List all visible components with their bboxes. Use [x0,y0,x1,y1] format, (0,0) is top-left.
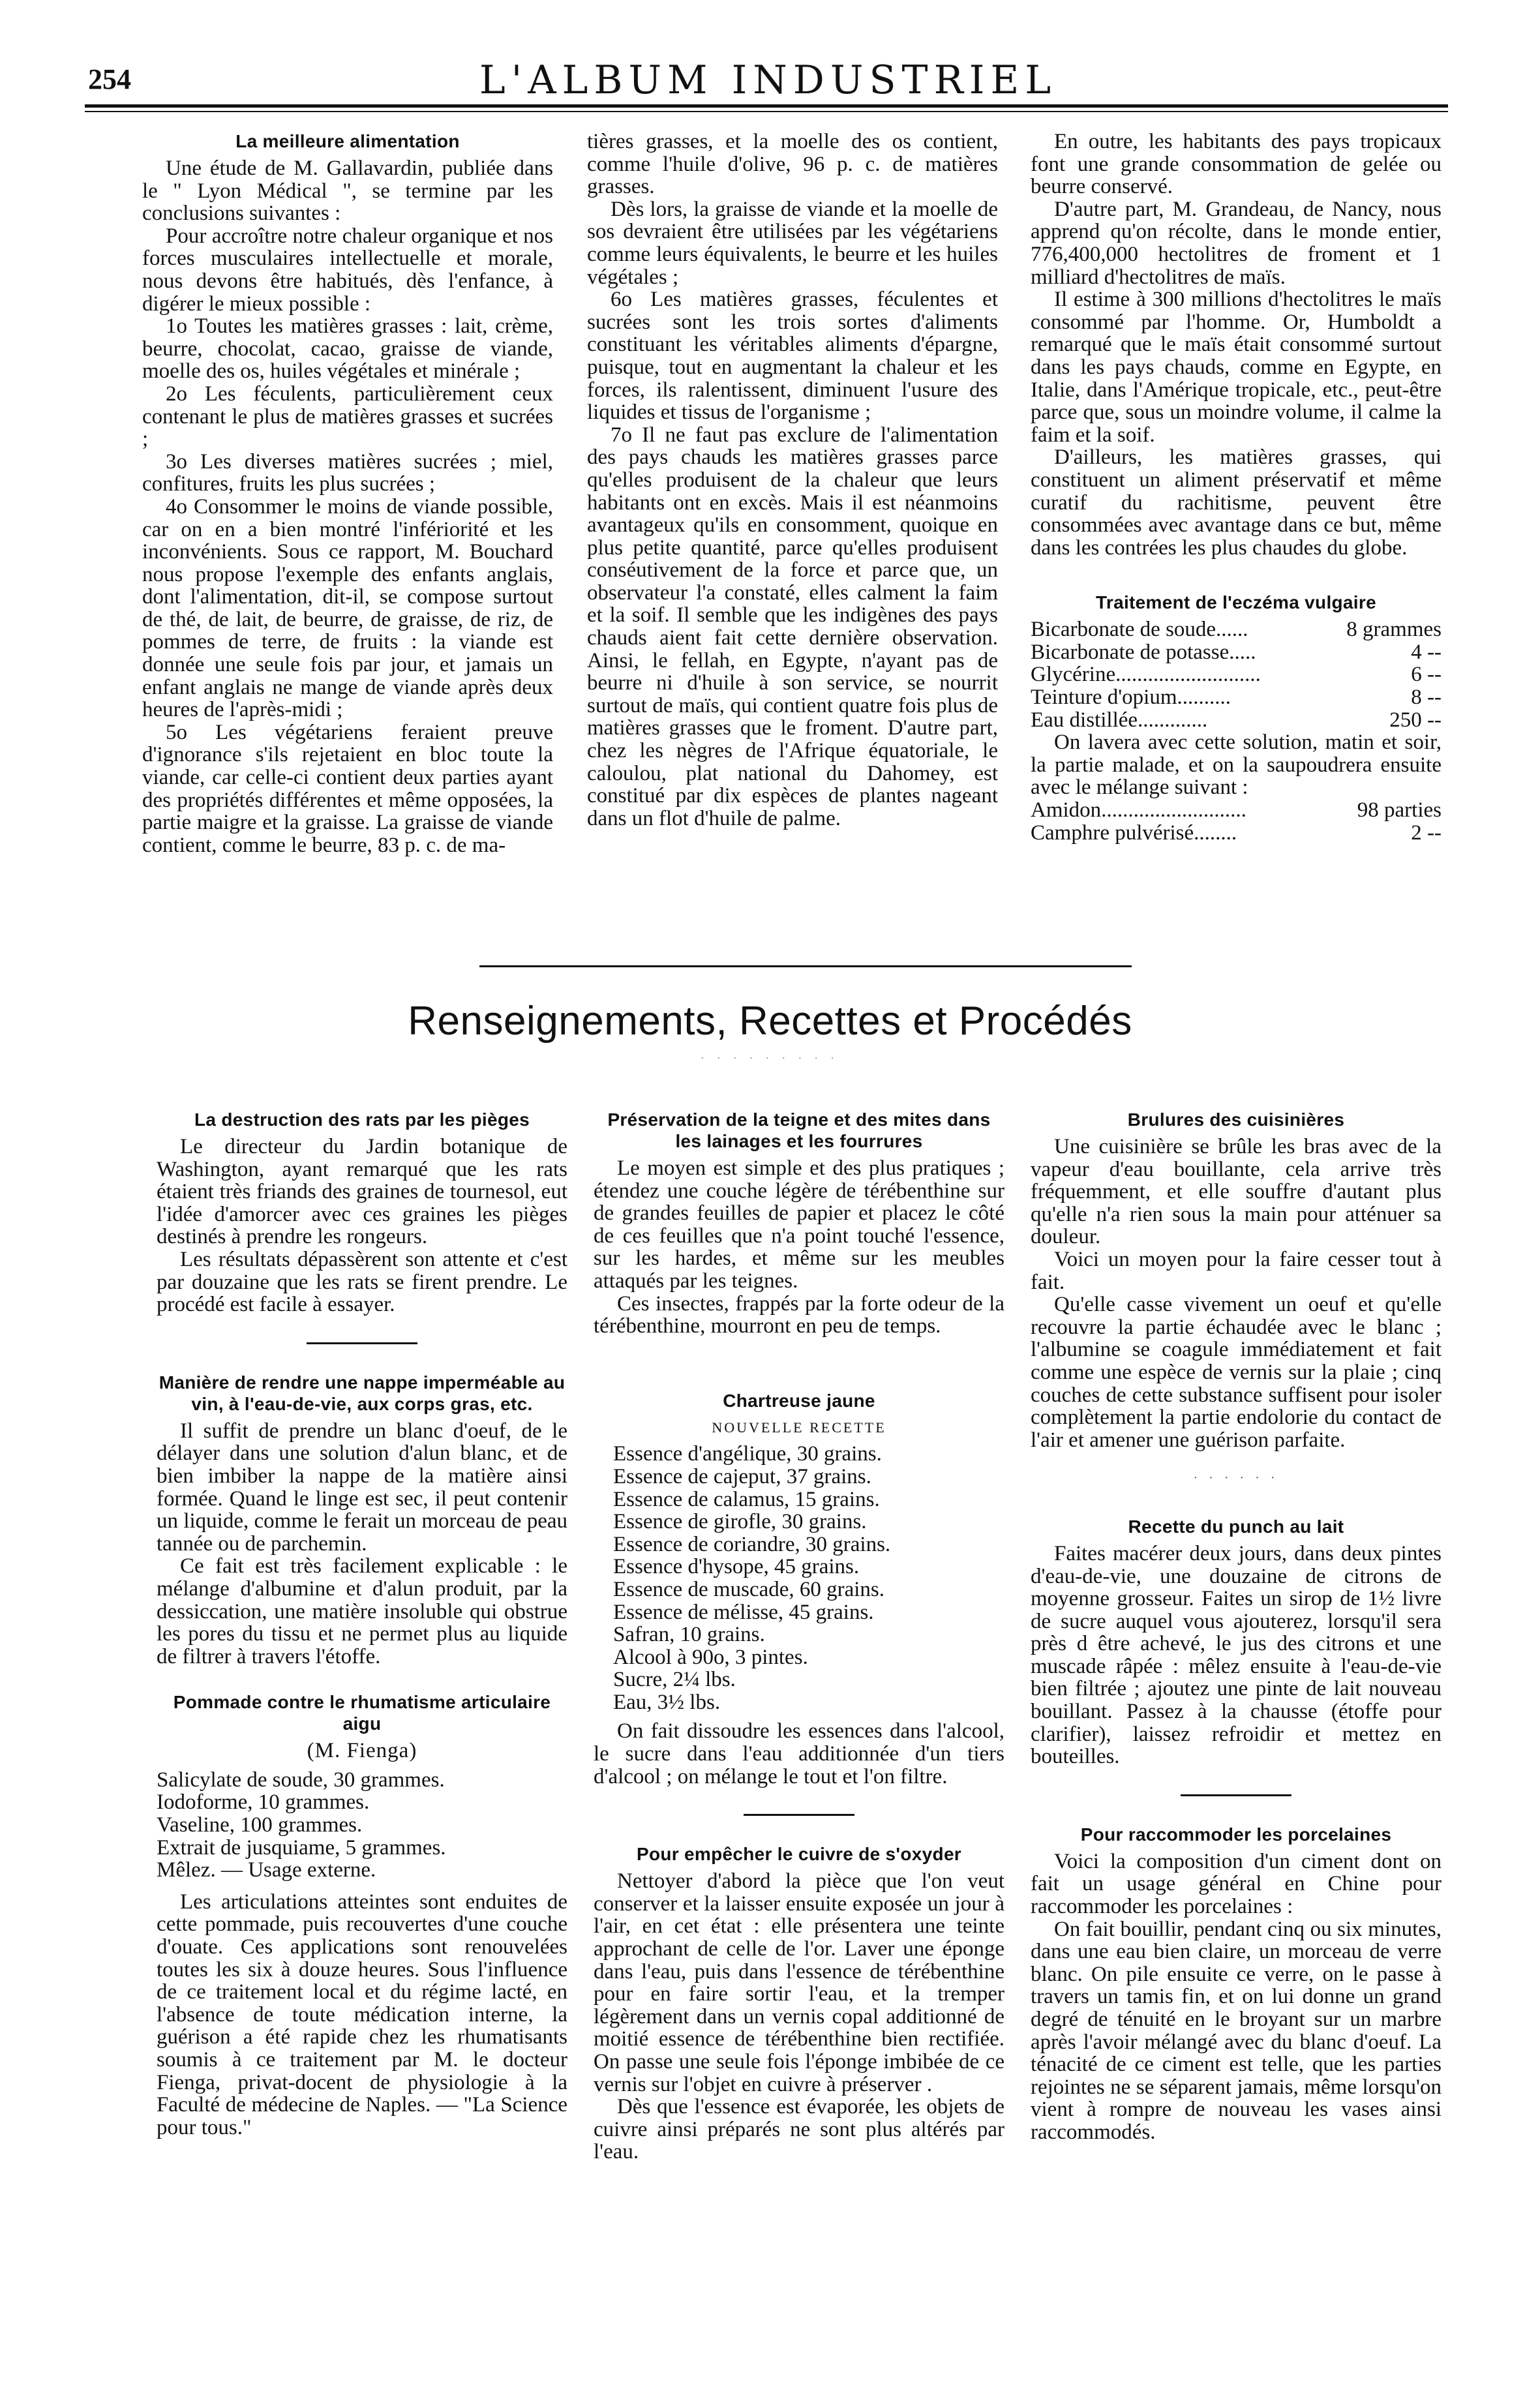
paragraph: Ces insectes, frappés par la forte odeur de la térébenthine, mourront en peu de temps. [594,1291,1004,1338]
top-column-2 [587,130,998,830]
ornament: · · · · · · · · · [701,1053,839,1064]
paragraph: Le moyen est simple et des plus pratiques ; étendez une couche légère de térébenthine sur de grandes feuilles de papier et placez le côté de ces feuilles que n'a point touché l'essence, sur les hardes, et même sur les meubles attaqués par les teignes. [594,1156,1004,1293]
header-rule-thin [85,111,1448,112]
ornament: · · · · · · [1193,1471,1279,1486]
paragraph: Nettoyer d'abord la pièce que l'on veut conserver et la laisser ensuite exposée un jour à l'air, en cet état : elle présentera une teinte approchant de celle de l'or. Laver une éponge dans l'eau, puis dans l'essence de térébenthine pour en faire sortir l'eau, et la tremper légèrement dans un vernis copal additionné de moitié essence de térébenthine bien rectifiée. On passe une seule fois l'éponge imbibée de ce vernis sur l'objet en cuivre à préserver . [594,1869,1004,2096]
page-header [88,57,1448,108]
article-heading-punch: Recette du punch au lait [1128,1516,1344,1537]
paragraph: Pour accroître notre chaleur organique et nos forces musculaires intellectuelle et morale, nous devons être habitués, dès l'enfance, à digérer le mieux possible : [142,224,553,316]
list-item: Salicylate de soude, 30 grammes. [157,1768,445,1792]
bottom-column-1 [157,1109,567,2139]
list-item: Essence d'hysope, 45 grains. [613,1555,860,1579]
article-heading-porcelaines: Pour raccommoder les porcelaines [1080,1824,1392,1845]
list-item: Essence d'angélique, 30 grains. [613,1442,882,1466]
paragraph: D'ailleurs, les matières grasses, qui constituent un aliment préservatif et même curatif du rachitisme, peuvent être consommées avec avantage dans ce but, même dans les contrées les plus chaudes du globe. [1031,445,1442,560]
list-item: Essence de calamus, 15 grains. [613,1487,880,1511]
list-item: Essence de coriandre, 30 grains. [613,1532,891,1556]
article-heading-eczema: Traitement de l'eczéma vulgaire [1096,592,1376,613]
mixture-list [1031,799,1442,844]
paragraph: 4o Consommer le moins de viande possible, car on en a bien montré l'infériorité et les inconvénients. Sous ce rapport, M. Bouchard nous propose l'exemple des enfants anglais, dont l'alimentation, dit-il, se compose surtout de thé, de lait, de beurre, de graisse, de riz, de pommes de terre, de fruits : la viande est donnée une seule fois par jour, et jamais un enfant anglais ne mange de viande après deux heures de l'après-midi ; [142,494,553,722]
article-heading-cuivre: Pour empêcher le cuivre de s'oxyder [636,1844,962,1865]
list-item: Mêlez. — Usage externe. [157,1858,376,1882]
section-title: Renseignements, Recettes et Procédés [408,999,1132,1044]
paragraph: 3o Les diverses matières sucrées ; miel, confitures, fruits les plus sucrées ; [142,449,553,496]
article-heading-pommade: Pommade contre le rhumatisme articulaire aigu [173,1692,551,1734]
eczema-ingredient-list [1031,618,1442,731]
paragraph: Voici un moyen pour la faire cesser tout à fait. [1031,1247,1442,1294]
list-item: Essence de cajeput, 37 grains. [613,1464,871,1488]
paragraph: Une étude de M. Gallavardin, publiée dans le " Lyon Médical ", se termine par les conclusions suivantes : [142,157,553,226]
list-item: Vaseline, 100 grammes. [157,1813,363,1837]
paragraph: 6o Les matières grasses, féculentes et sucrées sont les trois sortes d'aliments constituant les véritables aliments d'épargne, puisque, tout en augmentant la chaleur et les forces, ils ralentissent, diminuent l'usure des liquides et tissus de l'organisme ; [587,288,998,425]
top-column-1 [142,130,553,856]
pommade-ingredient-list [157,1769,567,1882]
paragraph: 2o Les féculents, particulièrement ceux contenant le plus de matières grasses et sucrées ; [142,382,553,451]
paragraph: Faites macérer deux jours, dans deux pintes d'eau-de-vie, une douzaine de citrons de moyenne grosseur. Faites un sirop de 1½ livre de sucre auquel vous ajouterez, lorsqu'il sera près d être achevé, le jus des citrons et une muscade râpée : mêlez ensuite à l'eau-de-vie bien filtrée ; ajoutez une pinte de lait nouveau bouillant. Passez à la chausse (étoffe pour clarifier), laissez refroidir et mettez en bouteilles. [1031,1541,1442,1769]
paragraph: Qu'elle casse vivement un oeuf et qu'elle recouvre la partie échaudée avec le blanc ; l'albumine se coagule immédiatement et fait comme une espèce de vernis sur la plaie ; cinq couches de cette substance suffisent pour isoler complètement la partie endolorie du contact de l'air et amener une guérison parfaite. [1031,1293,1442,1452]
paragraph: Les articulations atteintes sont enduites de cette pommade, puis recouvertes d'une couche d'ouate. Ces applications sont renouvelées toutes les six à douze heures. Sous l'influence de ce traitement local et du régime lacté, en l'absence de toute médication interne, la guérison a été rapide chez les rhumatisants soumis à ce traitement par M. le docteur Fienga, privat-docent de physiologie à la Faculté de médecine de Naples. — "La Science pour tous." [157,1890,567,2139]
list-item: Iodoforme, 10 grammes. [157,1790,370,1815]
list-item: Essence de muscade, 60 grains. [613,1577,885,1601]
page-number: 254 [88,63,131,95]
paragraph: En outre, les habitants des pays tropicaux font une grande consommation de gelée ou beurre conservé. [1031,130,1442,199]
section-divider [479,965,1132,967]
article-heading-nappe: Manière de rendre une nappe imperméable au vin, à l'eau-de-vie, aux corps gras, etc. [159,1372,566,1414]
list-item: Bicarbonate de potasse..... 4 -- [1031,640,1442,664]
chartreuse-ingredient-list [594,1443,1004,1713]
paragraph: Le directeur du Jardin botanique de Washington, ayant remarqué que les rats étaient très friands des graines de tournesol, eut l'idée d'amorcer avec ces graines les pièges destinés à prendre les rongeurs. [157,1135,567,1249]
list-item: Essence de mélisse, 45 grains. [613,1600,874,1624]
paragraph: tières grasses, et la moelle des os contient, comme l'huile d'olive, 96 p. c. de matières grasses. [587,130,998,199]
bottom-column-2 [594,1109,1004,2163]
paragraph: On fait dissoudre les essences dans l'alcool, le sucre dans l'eau additionnée d'un tiers d'alcool ; on mélange le tout et l'on filtre. [594,1719,1004,1788]
list-item: Eau distillée............. 250 -- [1031,708,1442,732]
paragraph: Dès que l'essence est évaporée, les objets de cuivre ainsi préparés ne sont plus altérés par l'eau. [594,2095,1004,2164]
article-divider [1181,1794,1291,1796]
top-column-3 [1031,130,1442,844]
paragraph: Les résultats dépassèrent son attente et c'est par douzaine que les rats se firent prendre. Le procédé est facile à essayer. [157,1247,567,1317]
list-item: Bicarbonate de soude...... 8 grammes [1031,618,1442,642]
paragraph: Dès lors, la graisse de viande et la moelle de sos devraient être utilisées par les végétariens comme leurs équivalents, le beurre et les huiles végétales ; [587,197,998,289]
article-heading-alimentation: La meilleure alimentation [235,131,460,151]
header-rule-thick [85,104,1448,108]
article-heading-teigne: Préservation de la teigne et des mites dans les lainages et les fourrures [607,1109,991,1151]
paragraph: 1o Toutes les matières grasses : lait, crème, beurre, chocolat, cacao, graisse de viande, moelle des os, huiles végétales et minérale ; [142,314,553,384]
list-item: Safran, 10 grains. [613,1623,765,1647]
journal-title: L'ALBUM INDUSTRIEL [479,57,1057,103]
list-item: Eau, 3½ lbs. [613,1690,721,1714]
article-heading-rats: La destruction des rats par les pièges [194,1109,530,1130]
paragraph: On fait bouillir, pendant cinq ou six minutes, dans une eau bien claire, un morceau de verre blanc. On pile ensuite ce verre, on le passe à travers un tamis fin, et on lui donne un grand degré de ténuité en le broyant sur un marbre après l'avoir mélangé avec du blanc d'oeuf. La ténacité de ce ciment est telle, que les parties rejointes ne se séparent jamais, même lorsqu'on vient à rompre de nouveau les vases ainsi raccommodés. [1031,1917,1442,2144]
bottom-column-3 [1031,1109,1442,2144]
recipe-subtitle: NOUVELLE RECETTE [712,1419,886,1436]
article-divider [744,1814,854,1816]
list-item: Amidon........................... 98 parties [1031,798,1442,822]
list-item: Sucre, 2¼ lbs. [613,1668,736,1692]
paragraph: D'autre part, M. Grandeau, de Nancy, nous apprend qu'on récolte, dans le monde entier, 776,400,000 hectolitres de froment et 1 milliard d'hectolitres de maïs. [1031,197,1442,289]
list-item: Teinture d'opium.......... 8 -- [1031,686,1442,710]
paragraph: 5o Les végétariens feraient preuve d'ignorance s'ils rejetaient en bloc toute la viande, car celle-ci contient deux parties ayant des propriétés différentes et même opposées, la partie maigre et la graisse. La graisse de viande contient, comme le beurre, 83 p. c. de ma- [142,720,553,857]
paragraph: 7o Il ne faut pas exclure de l'alimentation des pays chauds les matières grasses parce qu'elles produisent de la chaleur que leurs habitants ont en excès. Mais il est néanmoins avantageux qu'ils en consomment, quoique en plus petite quantité, parce qu'elles produisent conséutivement de la force et parce que, un observateur l'a constaté, elles calment la faim et la soif. Il semble que les indigènes des pays chauds aient fait cette dernière observation. Ainsi, le fellah, en Egypte, n'ayant pas de beurre ni d'huile à son service, se nourrit surtout de maïs, qui contient quatre fois plus de matières grasses que le froment. D'autre part, chez les nègres de l'Afrique équatoriale, le caloulou, plat national du Dahomey, est constitué par dix espèces de plantes nageant dans un flot d'huile de palme. [587,423,998,830]
paragraph: Il suffit de prendre un blanc d'oeuf, de le délayer dans une solution d'alun blanc, et de bien imbiber la nappe de la matière ainsi formée. Quand le linge est sec, il peut contenir un liquide, comme le ferait un morceau de peau tannée ou de parchemin. [157,1419,567,1556]
paragraph: On lavera avec cette solution, matin et soir, la partie malade, et on la saupoudrera ensuite avec le mélange suivant : [1031,731,1442,800]
list-item: Essence de girofle, 30 grains. [613,1510,867,1534]
list-item: Camphre pulvérisé........ 2 -- [1031,821,1442,845]
paragraph: Ce fait est très facilement explicable : le mélange d'albumine et d'alun produit, par la dessiccation, une matière insoluble qui obstrue les pores du tissu et ne permet plus au liquide de filtrer à travers l'étoffe. [157,1554,567,1668]
article-heading-chartreuse: Chartreuse jaune [723,1390,875,1411]
list-item: Alcool à 90o, 3 pintes. [613,1645,808,1669]
author-credit: (M. Fienga) [307,1739,417,1763]
article-divider [307,1342,417,1344]
article-heading-brulures: Brulures des cuisinières [1127,1109,1345,1130]
list-item: Extrait de jusquiame, 5 grammes. [157,1835,446,1860]
paragraph: Voici la composition d'un ciment dont on fait un usage général en Chine pour raccommoder les porcelaines : [1031,1849,1442,1919]
paragraph: Il estime à 300 millions d'hectolitres le maïs consommé par l'homme. Or, Humboldt a remarqué que le maïs était consommé surtout dans les pays chauds, comme en Egypte, en Italie, dans l'Amérique tropicale, etc., peut-être parce que, sous un moindre volume, il calme la faim et la soif. [1031,288,1442,447]
list-item: Glycérine........................... 6 -- [1031,663,1442,687]
paragraph: Une cuisinière se brûle les bras avec de la vapeur d'eau bouillante, cela arrive très fréquemment, et elle souffre d'autant plus qu'elle n'a rien sous la main pour atténuer sa douleur. [1031,1135,1442,1249]
